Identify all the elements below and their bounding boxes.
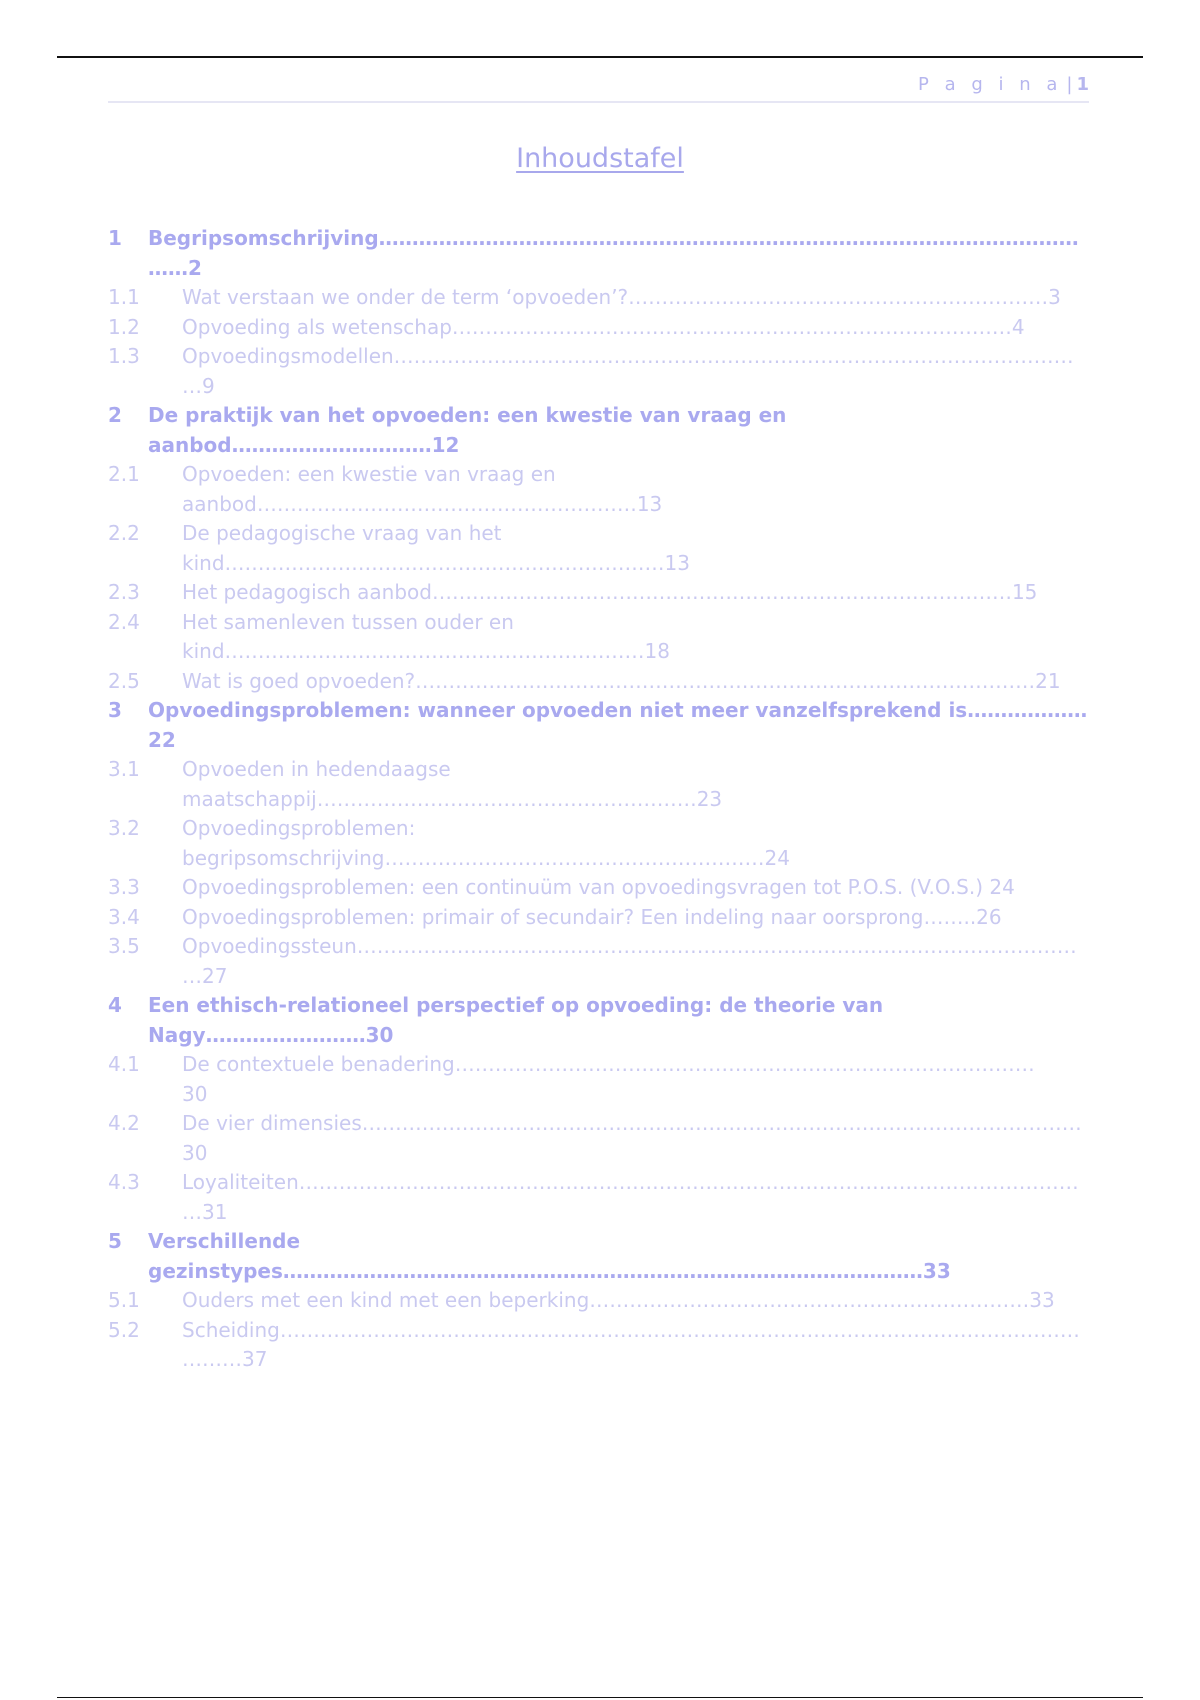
toc-entry-text: Opvoeden in hedendaagse maatschappij…………………………………………………23 (182, 757, 723, 811)
toc-entry-text: Een ethisch-relationeel perspectief op opvoeding: de theorie van Nagy……………………30 (148, 993, 884, 1047)
toc-entry-text: Opvoedingsproblemen: een continuüm van opvoedingsvragen tot P.O.S. (V.O.S.) 24 (182, 875, 1015, 899)
header-separator: | (1066, 74, 1073, 95)
toc-title: Inhoudstafel (516, 143, 684, 174)
toc-entry[interactable] (108, 932, 1089, 991)
toc-entry-text: De pedagogische vraag van het kind…………………………………………………………13 (182, 521, 690, 575)
header-page-label: P a g i n a (918, 74, 1063, 95)
toc-entry[interactable] (108, 224, 1089, 283)
toc-entry-text: Scheiding…………………………………………………………………………………………………………………37 (182, 1317, 1080, 1371)
toc-entry[interactable] (108, 667, 1089, 697)
running-header (108, 74, 1089, 103)
toc-entry-text: Opvoedingsproblemen: wanneer opvoeden niet meer vanzelfsprekend is………………22 (148, 698, 1088, 752)
toc-entry-number: 2.1 (108, 462, 140, 486)
toc-entry-number: 2.2 (108, 521, 140, 545)
toc-entry-number: 5.2 (108, 1317, 140, 1342)
toc-entry-number: 4.3 (108, 1170, 140, 1194)
toc-entry-number: 1.1 (108, 285, 140, 309)
toc-entry-number: 3.4 (108, 904, 140, 929)
toc-entry-number: 1 (108, 226, 122, 250)
toc-entry[interactable] (108, 519, 822, 578)
toc-entry[interactable] (108, 460, 822, 519)
toc-entry[interactable] (108, 696, 1108, 755)
toc-entry-number: 3.3 (108, 875, 140, 899)
toc-entry-text: Begripsomschrijving…………………………………………………………………………………………………2 (148, 226, 1079, 280)
toc-entry-text: Opvoeden: een kwestie van vraag en aanbod…………………………………………………13 (182, 462, 663, 516)
toc-entry-text: De praktijk van het opvoeden: een kwestie van vraag en aanbod…………………………12 (148, 403, 787, 457)
toc-entry[interactable] (108, 755, 822, 814)
toc-entry-text: Verschillende gezinstypes……………………………………………………………………………………33 (148, 1229, 951, 1283)
toc-entry-number: 1.2 (108, 314, 140, 339)
table-of-contents (108, 224, 1089, 1375)
toc-entry-text: Het pedagogisch aanbod……………………………………………………………………………15 (182, 580, 1038, 604)
toc-entry-number: 5 (108, 1229, 122, 1253)
toc-entry-number: 3 (108, 698, 122, 722)
toc-entry[interactable] (108, 283, 1089, 313)
toc-entry[interactable] (108, 1227, 1048, 1286)
toc-entry[interactable] (108, 814, 822, 873)
toc-entry[interactable] (108, 1316, 1089, 1375)
toc-entry-number: 4.1 (108, 1052, 140, 1076)
toc-entry-text: Opvoedingsproblemen: begripsomschrijving…………………………………………………24 (182, 816, 790, 870)
toc-entry-number: 1.3 (108, 344, 140, 368)
toc-entry[interactable] (108, 873, 1089, 903)
toc-entry[interactable] (108, 401, 948, 460)
toc-entry-text: Loyaliteiten…………………………………………………………………………………………………………31 (182, 1170, 1079, 1224)
toc-entry[interactable] (108, 313, 1082, 343)
toc-entry-number: 3.2 (108, 816, 140, 840)
page-top-rule (57, 56, 1143, 58)
toc-entry[interactable] (108, 1168, 1089, 1227)
toc-entry-text: Het samenleven tussen ouder en kind………………………………………………………18 (182, 609, 670, 663)
toc-entry-text: Ouders met een kind met een beperking…………………………………………………………33 (182, 1288, 1055, 1312)
toc-entry-text: Opvoeding als wetenschap…………………………………………………………………………4 (182, 314, 1025, 339)
toc-entry-number: 5.1 (108, 1288, 140, 1312)
toc-entry-text: Wat verstaan we onder de term ‘opvoeden’?………………………………………………………3 (182, 285, 1061, 309)
toc-entry[interactable] (108, 342, 1089, 401)
header-page-number: 1 (1076, 74, 1089, 95)
toc-entry-text: De vier dimensies………………………………………………………………………………………………30 (182, 1111, 1082, 1165)
toc-entry-number: 4.2 (108, 1111, 140, 1135)
toc-entry-number: 3.1 (108, 757, 140, 781)
toc-entry-number: 2.4 (108, 609, 140, 634)
toc-entry-number: 2.5 (108, 668, 140, 693)
toc-entry[interactable] (108, 1286, 1089, 1316)
page-bottom-rule (57, 1697, 1143, 1698)
toc-entry[interactable] (108, 608, 822, 667)
toc-entry-number: 3.5 (108, 934, 140, 958)
toc-entry-text: Opvoedingssteun…………………………………………………………………………………………………27 (182, 934, 1077, 988)
toc-entry-number: 2.3 (108, 580, 140, 604)
toc-entry-number: 4 (108, 993, 122, 1017)
toc-entry-text: Opvoedingsproblemen: primair of secundair? Een indeling naar oorsprong……..26 (182, 904, 1002, 929)
toc-entry-text: Opvoedingsmodellen……………………………………………………………………………………………9 (182, 344, 1074, 398)
toc-entry[interactable] (108, 1109, 1089, 1168)
toc-entry[interactable] (108, 578, 1042, 608)
toc-entry-text: Wat is goed opvoeden?…………………………………………………………………………………21 (182, 668, 1061, 693)
toc-entry[interactable] (108, 991, 1048, 1050)
toc-entry[interactable] (108, 903, 1089, 933)
toc-entry-number: 2 (108, 403, 122, 427)
toc-entry-text: De contextuele benadering……………………………………………………………………………30 (182, 1052, 1035, 1106)
toc-entry[interactable] (108, 1050, 1042, 1109)
